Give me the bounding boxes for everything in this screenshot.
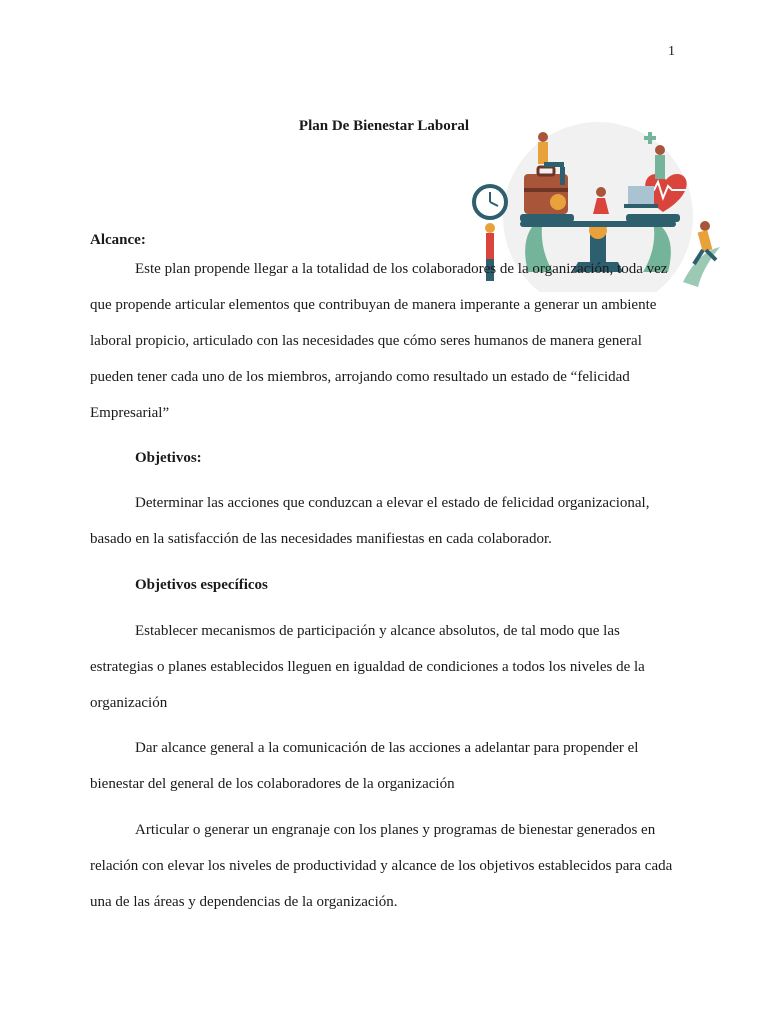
document-title: Plan De Bienestar Laboral (298, 118, 470, 134)
paragraph-objetivos-text: Determinar las acciones que conduzcan a elevar el estado de felicidad organizacional, basado en la satisfacción de las necesidades manifiestas en cada colaborador. (90, 495, 650, 547)
heading-objetivos: Objetivos: (135, 450, 202, 466)
left-pan (520, 214, 574, 222)
page-number: 1 (668, 44, 675, 59)
paragraph-especifico-2 (90, 730, 676, 802)
person-health (655, 145, 665, 155)
paragraph-especifico-3 (90, 812, 676, 920)
meditating-person (596, 187, 606, 197)
paragraph-especifico-1 (90, 613, 676, 721)
paragraph-especifico-2-text: Dar alcance general a la comunicación de las acciones a adelantar para propender el bienestar del general de los colaboradores de la organización (90, 740, 639, 792)
paragraph-alcance-text: Este plan propende llegar a la totalidad de los colaboradores de la organización, toda vez que propende articular elementos que contribuyan de manera imperante a generar un ambiente laboral propicio, articulado con las necesidades que cómo seres humanos de manera general pueden tener cada uno de los miembros, arrojando como resultado un estado de “felicidad Empresarial” (90, 261, 668, 421)
paragraph-alcance (90, 251, 676, 431)
running-person (700, 221, 710, 231)
right-pan (626, 214, 680, 222)
heading-objetivos-especificos: Objetivos específicos (135, 577, 268, 593)
person-clock (485, 223, 495, 233)
laptop-icon (628, 186, 654, 204)
paragraph-especifico-3-text: Articular o generar un engranaje con los planes y programas de bienestar generados en relación con elevar los niveles de productividad y alcance de los objetivos establecidos para cada una de las áreas y dependencias de la organización. (90, 822, 673, 910)
paragraph-especifico-1-text: Establecer mecanismos de participación y alcance absolutos, de tal modo que las estrategias o planes establecidos lleguen en igualdad de condiciones a todos los niveles de la organización (90, 623, 645, 711)
person-on-briefcase (538, 132, 548, 142)
coin-icon (550, 194, 566, 210)
paragraph-objetivos (90, 485, 676, 557)
heading-alcance: Alcance: (90, 232, 146, 248)
